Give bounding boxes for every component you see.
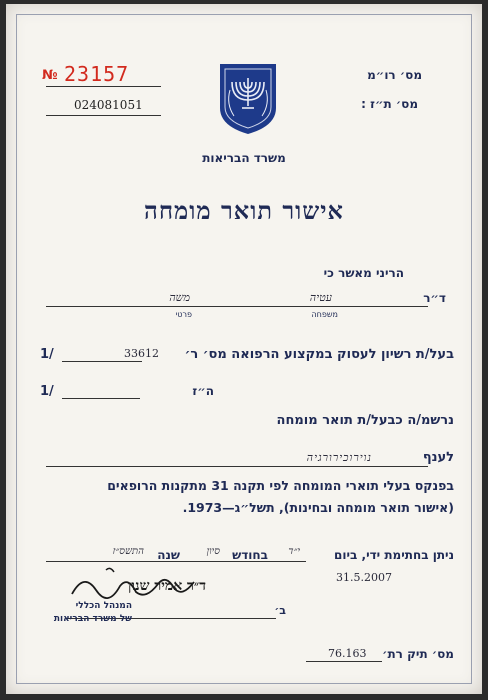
year-label: שנה	[157, 548, 180, 562]
state-emblem-icon	[216, 60, 280, 136]
license-number: 33612	[124, 347, 159, 360]
issue-year: התשס״ז	[112, 546, 144, 557]
file-value: 76.163	[328, 647, 367, 660]
license-number-line	[62, 361, 142, 362]
signatory-title: המנהל הכללי	[75, 601, 132, 611]
certificate-title: אישור תואר מומחה	[144, 196, 344, 225]
signatory-org: של משרד הבריאות	[53, 614, 132, 624]
certificate-paper	[6, 4, 482, 694]
issue-date: 31.5.2007	[336, 571, 392, 584]
b-label: ב׳	[274, 604, 286, 617]
registered-as-text: נרשמ/ה כבעל/ת תואר מומחה	[276, 413, 454, 428]
issue-line	[46, 561, 306, 562]
hz-line	[62, 398, 140, 399]
branch-value: נוירוכירורגיה	[306, 451, 372, 464]
ministry-name: משרד הבריאות	[202, 151, 286, 165]
file-line	[306, 661, 382, 662]
name-line	[46, 306, 428, 307]
branch-line	[46, 466, 428, 467]
number-prefix: №	[42, 68, 58, 83]
first-name: משה	[169, 291, 190, 304]
file-label: מס׳ תיק רת׳	[382, 647, 454, 661]
id-label: מס׳ ת״ז :	[361, 97, 418, 111]
certificate-number: 23157	[64, 62, 130, 86]
first-caption: פרטי	[175, 310, 192, 319]
hz-label: ה״ז	[192, 384, 214, 398]
issue-month: סיון	[206, 546, 220, 557]
id-value: 024081051	[74, 98, 143, 112]
license-suffix: 1/	[40, 347, 54, 362]
family-name: עטיה	[309, 291, 332, 304]
signed-text: ניתן בחתימת ידי, ביום	[334, 548, 454, 562]
month-label: בחודש	[232, 548, 268, 562]
family-caption: משפחה	[311, 310, 338, 319]
certify-text: הריני מאשר כי	[323, 266, 404, 280]
id-underline	[46, 115, 161, 116]
regulation-line-1: בפנקס בעלי תוארי המומחה לפי תקנה 31 מתקנות הרופאים	[107, 478, 454, 493]
registration-label: מס׳ רו״מ	[367, 68, 422, 82]
hz-suffix: 1/	[40, 384, 54, 399]
license-text: בעל/ת רשיון לעסוק במקצוע הרפואה מס׳ ר׳	[184, 347, 454, 362]
signatory-name: ד״ר אמיר שנון	[127, 578, 206, 594]
issue-day: י״ד	[288, 546, 300, 557]
number-underline	[46, 86, 161, 87]
regulation-line-2: (אישור תואר מומחה ובחינות), תשל״ג—1973.	[182, 500, 454, 515]
dr-prefix: ד״ר	[423, 291, 446, 305]
branch-label: לענף	[422, 450, 454, 465]
